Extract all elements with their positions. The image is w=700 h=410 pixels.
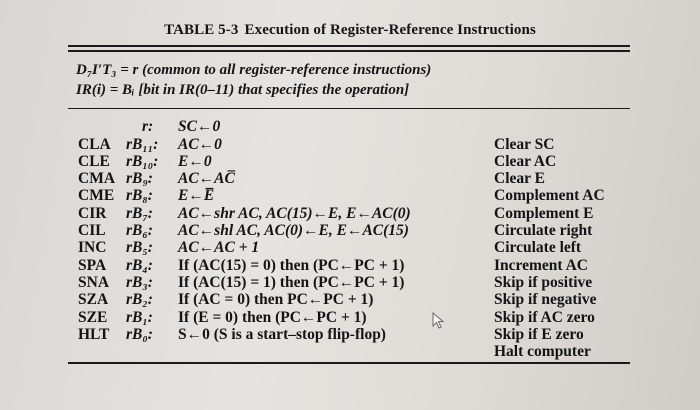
row-description: Circulate right: [494, 222, 593, 239]
row-condition: rB₉:: [126, 170, 153, 187]
row-condition: rB₈:: [126, 187, 153, 204]
mouse-pointer-icon: [432, 312, 446, 330]
top-rule: [68, 45, 630, 47]
row-condition: rB₄:: [126, 257, 153, 274]
table-row: [0, 343, 700, 362]
row-description: Skip if AC zero: [494, 309, 595, 326]
row-operation: AC←AC̅: [178, 170, 235, 187]
table-row: [0, 239, 700, 258]
row-description: Clear E: [494, 170, 545, 187]
row-condition: rB₅:: [126, 239, 153, 256]
row-description: Clear SC: [494, 136, 555, 153]
row-description: Complement E: [494, 205, 594, 222]
row-symbol: CIL: [78, 222, 106, 239]
row-condition: rB₆:: [126, 222, 153, 239]
row-operation: If (E = 0) then (PC←PC + 1): [178, 309, 367, 326]
row-description: Increment AC: [494, 257, 588, 274]
row-operation: AC←shr AC, AC(15)←E, E←AC(0): [178, 205, 411, 222]
row-symbol: HLT: [78, 326, 110, 343]
row-description: Clear AC: [494, 153, 557, 170]
table-title: [0, 22, 700, 39]
table-row: [0, 291, 700, 310]
row-condition: rB₃:: [126, 274, 153, 291]
row-operation: SC←0: [178, 118, 221, 135]
row-operation: If (AC(15) = 0) then (PC←PC + 1): [178, 257, 405, 274]
table-row: [0, 187, 700, 206]
row-condition: rB₇:: [126, 205, 153, 222]
top-rule-2: [68, 50, 630, 52]
row-description: Skip if negative: [494, 291, 597, 308]
table-number: TABLE 5-3: [164, 22, 239, 38]
row-symbol: CME: [78, 187, 115, 204]
header-line-1: D₇I′T₃ = r (common to all register-reference instructions): [76, 62, 432, 78]
row-symbol: CIR: [78, 205, 107, 222]
row-operation: E←E̅: [178, 187, 215, 204]
row-operation: AC←AC + 1: [178, 239, 260, 256]
row-condition: rB₁₀:: [126, 153, 159, 170]
row-symbol: INC: [78, 239, 107, 256]
header-rule: [68, 108, 630, 109]
row-description: Skip if E zero: [494, 326, 584, 343]
row-operation: If (AC(15) = 1) then (PC←PC + 1): [178, 274, 405, 291]
bottom-rule: [68, 362, 630, 364]
table-caption: Execution of Register-Reference Instructions: [244, 22, 536, 38]
row-condition: rB₁₁:: [126, 136, 159, 153]
row-symbol: CMA: [78, 170, 116, 187]
row-condition: rB₁:: [126, 309, 153, 326]
row-operation: E←0: [178, 153, 212, 170]
header-line-2: IR(i) = Bᵢ [bit in IR(0–11) that specifies the operation]: [76, 82, 410, 98]
row-symbol: SZA: [78, 291, 109, 308]
row-condition: rB₂:: [126, 291, 153, 308]
row-symbol: SZE: [78, 309, 108, 326]
row-description: Circulate left: [494, 239, 582, 256]
table-row: [0, 118, 700, 137]
row-operation: AC←shl AC, AC(0)←E, E←AC(15): [178, 222, 409, 239]
row-symbol: CLE: [78, 153, 110, 170]
row-symbol: SNA: [78, 274, 110, 291]
row-description: Skip if positive: [494, 274, 593, 291]
row-operation: If (AC = 0) then PC←PC + 1): [178, 291, 374, 308]
row-operation: AC←0: [178, 136, 222, 153]
row-condition: rB₀:: [126, 326, 153, 343]
row-symbol: CLA: [78, 136, 111, 153]
row-description: Halt computer: [494, 343, 591, 360]
row-description: Complement AC: [494, 187, 605, 204]
row-symbol: SPA: [78, 257, 107, 274]
row-operation: S←0 (S is a start–stop flip-flop): [178, 326, 386, 343]
row-condition: r:: [142, 118, 154, 135]
